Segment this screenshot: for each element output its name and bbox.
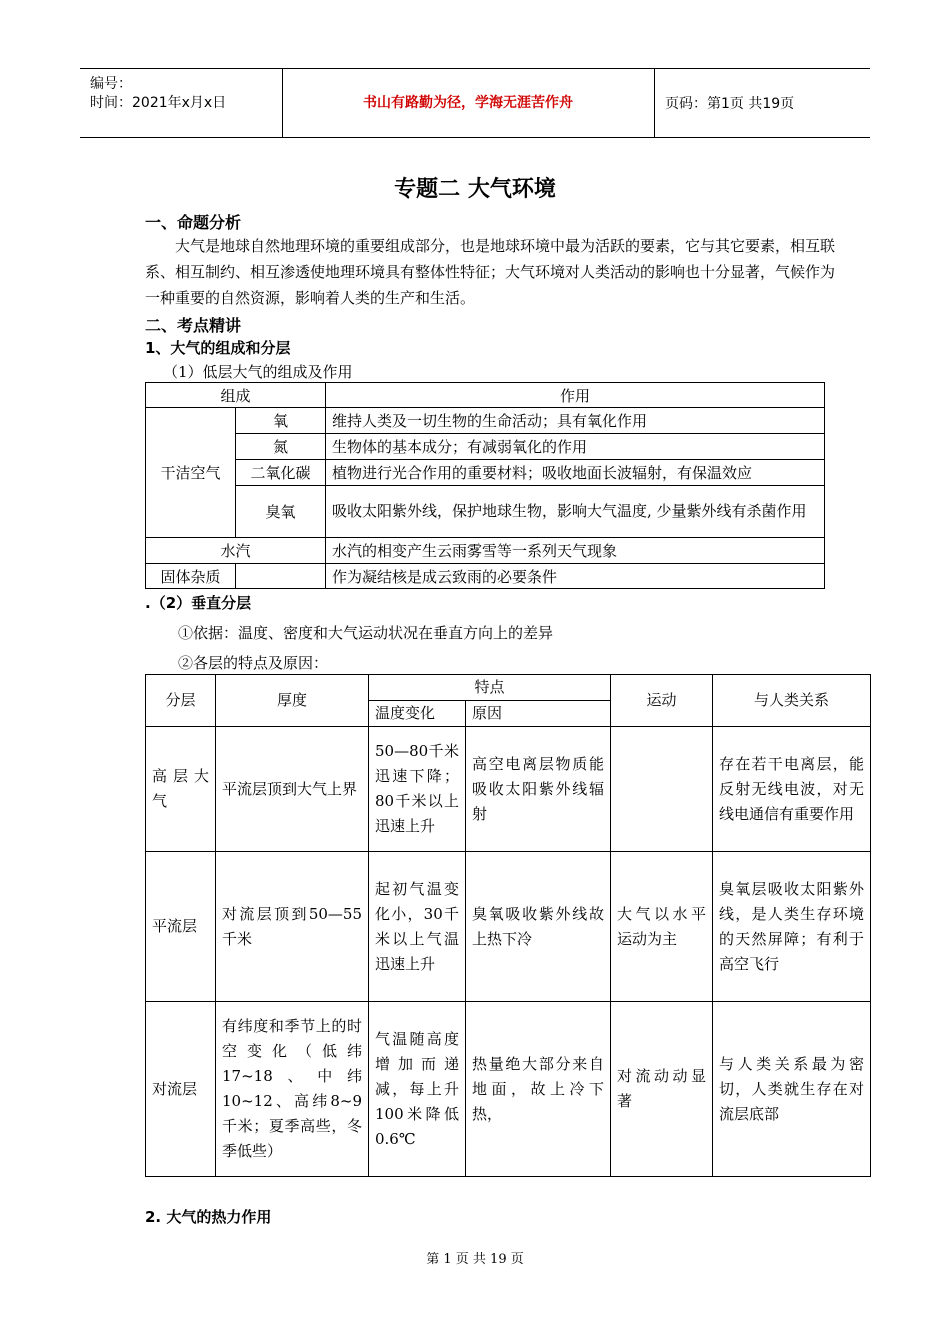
empty-cell [236, 564, 326, 589]
component-role: 生物体的基本成分；有减弱氧化的作用 [326, 434, 825, 460]
component-name: 水汽 [146, 538, 326, 564]
doc-date-label: 时间：2021年x月x日 [90, 95, 227, 111]
table-header: 特点 [369, 675, 611, 701]
component-name: 固体杂质 [146, 564, 236, 589]
layer-temp: 50—80千米迅速下降；80千米以上迅速上升 [369, 727, 466, 852]
layer-reason: 臭氧吸收紫外线故上热下冷 [466, 852, 611, 1002]
table-header: 厚度 [216, 675, 369, 727]
layers-table [145, 674, 871, 1177]
header-page-label: 页码：第1页 共19页 [665, 96, 795, 112]
layer-temp: 气温随高度增加而递减，每上升100米降低0.6℃ [369, 1002, 466, 1177]
layer-thickness: 有纬度和季节上的时空变化（低纬17~18、中纬10~12、高纬8~9千米；夏季高些，冬季低些） [216, 1002, 369, 1177]
table-header: 组成 [146, 383, 326, 408]
basis-text: ①依据：温度、密度和大气运动状况在垂直方向上的差异 [178, 624, 554, 642]
header-divider [654, 69, 655, 137]
table1-caption: （1）低层大气的组成及作用 [163, 363, 353, 381]
subsection-heading: 2. 大气的热力作用 [145, 1208, 272, 1226]
layer-name: 高层大气 [146, 727, 216, 852]
component-role: 植物进行光合作用的重要材料；吸收地面长波辐射，有保温效应 [326, 460, 825, 486]
page-footer: 第 1 页 共 19 页 [426, 1252, 524, 1267]
section-heading: 一、命题分析 [145, 213, 242, 232]
component-name: 臭氧 [236, 486, 326, 538]
layer-motion: 对流动动显著 [611, 1002, 713, 1177]
composition-table [145, 382, 825, 589]
component-name: 氮 [236, 434, 326, 460]
component-role: 吸收太阳紫外线，保护地球生物，影响大气温度, 少量紫外线有杀菌作用 [326, 486, 825, 538]
table-header: 与人类关系 [713, 675, 871, 727]
component-role: 水汽的相变产生云雨雾雪等一系列天气现象 [326, 538, 825, 564]
page-title: 专题二 大气环境 [394, 177, 556, 202]
layer-name: 平流层 [146, 852, 216, 1002]
layer-thickness: 平流层顶到大气上界 [216, 727, 369, 852]
table-header: 作用 [326, 383, 825, 408]
layer-relation: 与人类关系最为密切，人类就生存在对流层底部 [713, 1002, 871, 1177]
table-header: 原因 [466, 701, 611, 727]
layer-relation: 存在若干电离层，能反射无线电波，对无线电通信有重要作用 [713, 727, 871, 852]
layer-temp: 起初气温变化小，30千米以上气温迅速上升 [369, 852, 466, 1002]
component-role: 作为凝结核是成云致雨的必要条件 [326, 564, 825, 589]
layer-reason: 高空电离层物质能吸收太阳紫外线辐射 [466, 727, 611, 852]
layer-motion: 大气以水平运动为主 [611, 852, 713, 1002]
subsection-heading: 1、大气的组成和分层 [145, 339, 291, 357]
layer-name: 对流层 [146, 1002, 216, 1177]
section-heading: 二、考点精讲 [145, 316, 242, 335]
subsection-heading: .（2）垂直分层 [145, 594, 252, 612]
table-header: 温度变化 [369, 701, 466, 727]
layer-relation: 臭氧层吸收太阳紫外线，是人类生存环境的天然屏障；有利于高空飞行 [713, 852, 871, 1002]
page-header [80, 68, 870, 138]
component-name: 二氧化碳 [236, 460, 326, 486]
doc-number-label: 编号： [90, 76, 132, 92]
layer-motion [611, 727, 713, 852]
component-role: 维持人类及一切生物的生命活动；具有氧化作用 [326, 408, 825, 434]
layer-thickness: 对流层顶到50—55千米 [216, 852, 369, 1002]
intro-paragraph: 大气是地球自然地理环境的重要组成部分，也是地球环境中最为活跃的要素，它与其它要素，相互联系、相互制约、相互渗透使地理环境具有整体性特征；大气环境对人类活动的影响也十分显著，气候作为一种重要的自然资源，影响着人类的生产和生活。 [145, 237, 836, 307]
features-intro: ②各层的特点及原因： [178, 654, 329, 672]
group-cell: 干洁空气 [146, 408, 236, 538]
header-motto: 书山有路勤为径，学海无涯苦作舟 [363, 95, 573, 111]
table-header: 分层 [146, 675, 216, 727]
layer-reason: 热量绝大部分来自地面，故上冷下热， [466, 1002, 611, 1177]
component-name: 氧 [236, 408, 326, 434]
table-header: 运动 [611, 675, 713, 727]
